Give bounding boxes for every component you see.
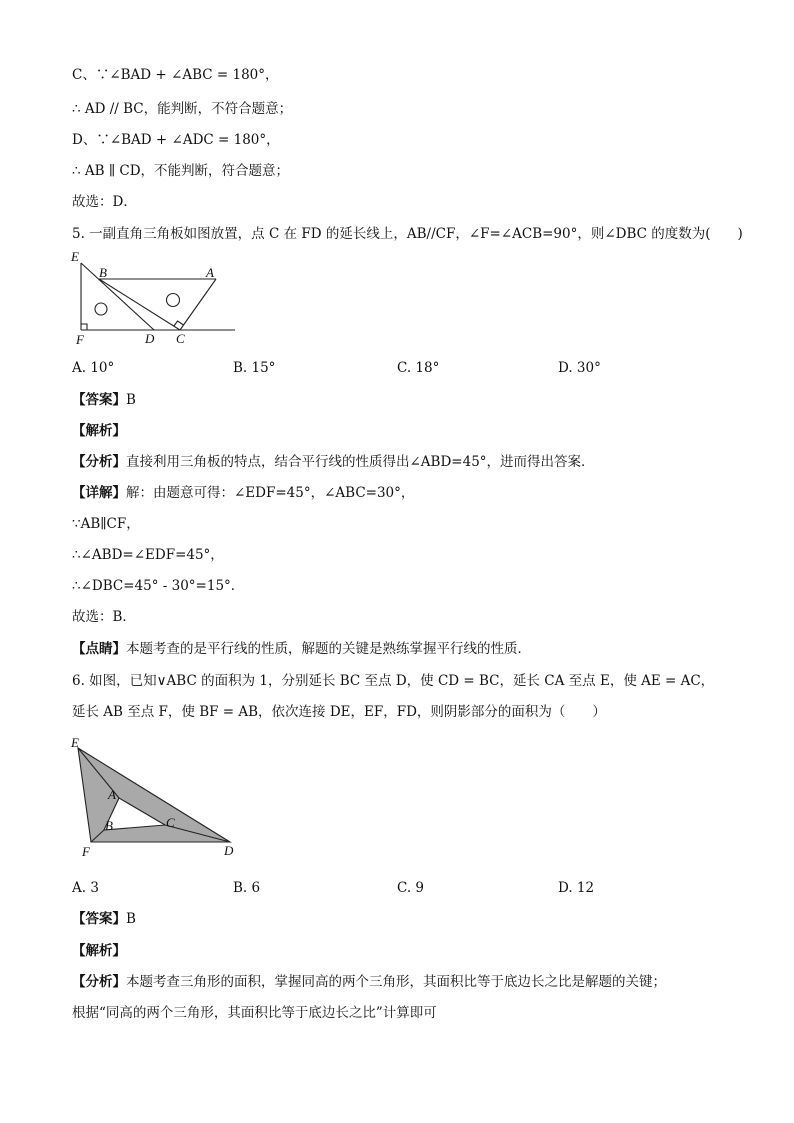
q5-analysis-tag: 【解析】 xyxy=(72,423,126,439)
q6-stem-line-1: 6. 如图，已知∨ABC 的面积为 1，分别延长 BC 至点 D，使 CD = BC，延长 CA 至点 E，使 AE = AC， xyxy=(72,673,715,689)
q6-answer-line xyxy=(72,910,136,928)
q5-fenxi-line xyxy=(72,453,595,471)
q6-label-e: E xyxy=(71,735,79,750)
q6-analysis-heading xyxy=(72,942,126,960)
q5-right-angle-f xyxy=(81,324,87,330)
q5-step-2: ∴∠ABD=∠EDF=45°， xyxy=(72,547,224,563)
q6-fenxi-tag: 【分析】 xyxy=(72,974,126,990)
q5-label-d: D xyxy=(145,331,155,346)
q5-option-b[interactable]: B. 15° xyxy=(233,360,276,376)
q6-analysis-tag: 【解析】 xyxy=(72,943,126,959)
q5-option-a[interactable]: A. 10° xyxy=(72,360,115,376)
q5-fenxi-tag: 【分析】 xyxy=(72,454,126,470)
q6-figure xyxy=(66,734,252,862)
q5-xiangjie: 解：由题意可得：∠EDF=45°，∠ABC=30°， xyxy=(126,485,415,501)
q6-label-f: F xyxy=(82,844,90,859)
q6-label-c: C xyxy=(166,815,175,830)
q6-method: 根据“同高的两个三角形，其面积比等于底边长之比”计算即可 xyxy=(72,1005,437,1021)
q5-xiangjie-line xyxy=(72,484,414,502)
q5-segment-ed xyxy=(81,263,154,330)
q6-options xyxy=(72,879,692,897)
q5-label-a: A xyxy=(206,265,214,280)
q6-option-b[interactable]: B. 6 xyxy=(233,880,261,896)
q5-step-1: ∵AB∥CF， xyxy=(72,516,140,532)
q6-stem-line-2: 延长 AB 至点 F，使 BF = AB，依次连接 DE，EF，FD，则阴影部分的面积为（ ） xyxy=(72,704,606,720)
q5-hole-left xyxy=(95,303,107,315)
q5-step-3: ∴∠DBC=45° - 30°=15°． xyxy=(72,578,245,594)
option-d-reason: D、∵∠BAD + ∠ADC = 180°， xyxy=(72,132,280,148)
q5-xiangjie-tag: 【详解】 xyxy=(72,485,126,501)
q6-shaded-region xyxy=(78,748,230,842)
q6-option-d[interactable]: D. 12 xyxy=(558,880,595,896)
option-c-conclusion: ∴ AD // BC，能判断，不符合题意； xyxy=(72,101,293,117)
q5-figure xyxy=(68,250,240,346)
q6-fenxi: 本题考查三角形的面积，掌握同高的两个三角形，其面积比等于底边长之比是解题的关键； xyxy=(126,974,666,990)
q6-label-a: A xyxy=(108,787,116,802)
q5-answer: B xyxy=(126,392,136,408)
q5-label-e: E xyxy=(71,250,79,264)
q5-label-f: F xyxy=(76,332,84,346)
q5-label-c: C xyxy=(176,331,185,346)
q6-label-d: D xyxy=(224,843,234,858)
q5-dianjing: 本题考查的是平行线的性质，解题的关键是熟练掌握平行线的性质． xyxy=(126,641,531,657)
option-c-reason: C、∵∠BAD + ∠ABC = 180°， xyxy=(72,67,279,83)
q5-label-b: B xyxy=(99,265,107,280)
q6-label-b: B xyxy=(105,818,113,833)
q6-option-a[interactable]: A. 3 xyxy=(72,880,99,896)
previous-choice: 故选：D． xyxy=(72,194,137,210)
q5-answer-tag: 【答案】 xyxy=(72,392,126,408)
q5-fenxi: 直接利用三角板的特点，结合平行线的性质得出∠ABD=45°，进而得出答案． xyxy=(126,454,595,470)
q5-right-angle-c xyxy=(174,321,184,326)
q5-analysis-heading xyxy=(72,422,126,440)
option-d-conclusion: ∴ AB ∥ CD，不能判断，符合题意； xyxy=(72,163,290,179)
q5-dianjing-tag: 【点睛】 xyxy=(72,641,126,657)
q6-option-c[interactable]: C. 9 xyxy=(397,880,425,896)
q5-segment-ac xyxy=(180,279,216,330)
q5-hole-right xyxy=(167,294,180,307)
q5-stem: 5. 一副直角三角板如图放置，点 C 在 FD 的延长线上，AB//CF，∠F=∠ACB=90°，则∠DBC 的度数为( ) xyxy=(72,226,743,242)
q6-answer: B xyxy=(126,911,136,927)
q6-answer-tag: 【答案】 xyxy=(72,911,126,927)
q5-choice: 故选：B． xyxy=(72,609,136,625)
q6-fenxi-line xyxy=(72,973,666,991)
q5-dianjing-line xyxy=(72,640,531,658)
q5-option-c[interactable]: C. 18° xyxy=(397,360,440,376)
q5-option-d[interactable]: D. 30° xyxy=(558,360,601,376)
q5-answer-line xyxy=(72,391,136,409)
q5-options xyxy=(72,359,692,377)
